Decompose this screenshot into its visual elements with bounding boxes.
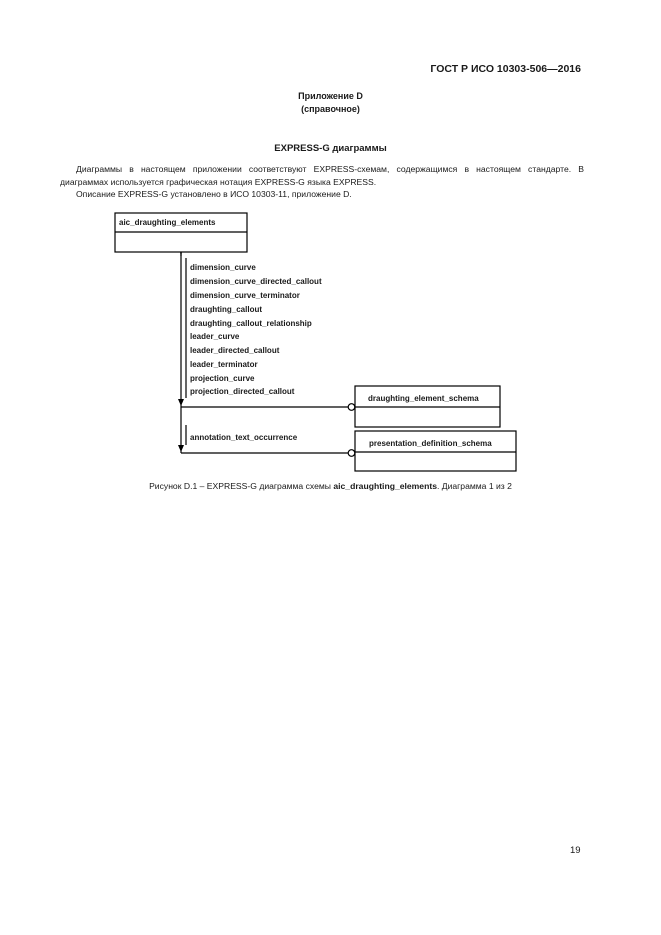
group1-item: leader_terminator [190,360,258,369]
group1-item: projection_curve [190,374,255,383]
main-entity-name: aic_draughting_elements [119,218,216,227]
appendix-title: Приложение D [298,91,363,101]
group1-item: dimension_curve_terminator [190,291,300,300]
group2-item: annotation_text_occurrence [190,433,298,442]
page-number: 19 [570,845,581,856]
document-standard-number: ГОСТ Р ИСО 10303-506—2016 [430,63,581,75]
appendix-subtitle: (справочное) [301,104,360,114]
caption-suffix: . Диаграмма 1 из 2 [436,481,512,491]
schema-name-presentation: presentation_definition_schema [369,439,492,448]
figure-caption [0,481,661,491]
section-heading: EXPRESS-G диаграммы [274,143,387,154]
schema-name-draughting: draughting_element_schema [368,394,479,403]
relationship-circle [348,404,355,411]
group1-item: leader_curve [190,332,240,341]
caption-schema-name: aic_draughting_elements [333,481,437,491]
caption-prefix: Рисунок D.1 – EXPRESS-G диаграмма схемы [149,481,334,491]
arrow-down-icon [178,445,184,452]
group1-item: leader_directed_callout [190,346,280,355]
group1-item: dimension_curve_directed_callout [190,277,322,286]
group1-item: dimension_curve [190,263,256,272]
body-paragraph-1: Диаграммы в настоящем приложении соответствуют EXPRESS-схемам, содержащимся в настоящем стандарте. В диаграммах используется графическая нотация EXPRESS-G языка EXPRESS. [60,164,584,187]
group1-item: draughting_callout_relationship [190,319,312,328]
group1-item: projection_directed_callout [190,387,295,396]
body-paragraph-2: Описание EXPRESS-G установлено в ИСО 10303-11, приложение D. [76,189,352,199]
arrow-down-icon [178,399,184,406]
presentation-definition-schema-box [355,431,516,471]
relationship-circle [348,450,355,457]
group1-item: draughting_callout [190,305,262,314]
